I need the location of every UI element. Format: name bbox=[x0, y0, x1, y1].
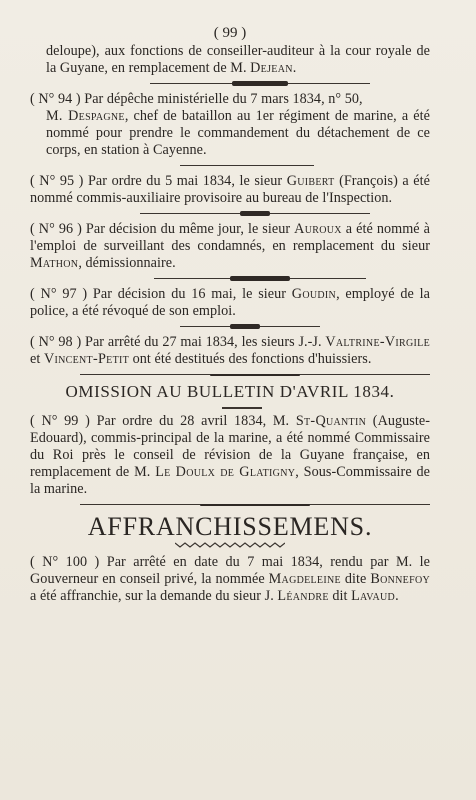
ornamental-separator bbox=[30, 78, 430, 89]
section-heading-affranchissemens: AFFRANCHISSEMENS. bbox=[87, 512, 373, 541]
entry-94: ( N° 94 ) Par dépêche ministérielle du 7 mars 1834, n° 50, M. Despagne, chef de bataillon au 1er régiment de marine, a été nommé pour prendre le commandement du détachement de ce corps, en station à Cayenne. bbox=[30, 91, 430, 158]
ornamental-separator bbox=[30, 208, 430, 219]
para-text: deloupe), aux fonctions de conseiller-auditeur à la cour royale de la Guyane, en remplacement de M. bbox=[46, 43, 430, 76]
short-rule bbox=[30, 405, 430, 411]
entry-100: ( N° 100 ) Par arrêté en date du 7 mai 1834, rendu par M. le Gouverneur en conseil privé, la nommée Magdeleine dite Bonnefoy a été affranchie, sur la demande du sieur J. Léandre dit Lavaud. bbox=[30, 554, 431, 604]
person-name: Lavaud bbox=[351, 588, 396, 604]
separator-line bbox=[30, 160, 430, 171]
person-name: Valtrine-Virgile bbox=[325, 334, 430, 350]
entry-number: ( N° 98 ) bbox=[30, 334, 82, 350]
person-name: St-Quantin bbox=[295, 413, 367, 429]
person-name: Vincent-Petit bbox=[43, 351, 130, 367]
entry-number: ( N° 99 ) bbox=[30, 413, 90, 429]
person-name: Goudin bbox=[291, 286, 337, 302]
person-name: Magdeleine bbox=[268, 571, 341, 587]
person-name: Guibert bbox=[286, 173, 335, 189]
zigzag-ornament bbox=[175, 542, 285, 548]
entry-number: ( N° 96 ) bbox=[30, 221, 82, 237]
person-name: Mathon bbox=[30, 255, 79, 271]
person-name: Le Doulx de Glatigny bbox=[155, 464, 296, 480]
page-number: ( 99 ) bbox=[213, 25, 247, 41]
ornamental-separator bbox=[30, 321, 430, 332]
entry-99: ( N° 99 ) Par ordre du 28 avril 1834, M. St-Quantin (Auguste-Edouard), commis-principal de la marine, a été nommé Commissaire du Roi près le conseil de révision de la Guyane française, en remplacement de M. Le Doulx de Glatigny, Sous-Commissaire de la marine. bbox=[30, 413, 430, 497]
entry-number: ( N° 95 ) bbox=[30, 173, 84, 189]
entry-98: ( N° 98 ) Par arrêté du 27 mai 1834, les sieurs J.-J. Valtrine-Virgile et Vincent-Petit ont été destitués des fonctions d'huissiers. bbox=[30, 334, 430, 367]
entry-number: ( N° 97 ) bbox=[30, 286, 88, 302]
person-name: M. Despagne bbox=[46, 108, 125, 124]
person-name: Dejean. bbox=[250, 60, 297, 76]
entry-97: ( N° 97 ) Par décision du 16 mai, le sieur Goudin, employé de la police, a été révoqué de son emploi. bbox=[30, 286, 430, 319]
entry-number: ( N° 100 ) bbox=[30, 554, 100, 570]
person-name: Bonnefoy bbox=[370, 571, 430, 587]
ornamental-separator bbox=[30, 273, 430, 284]
separator-line bbox=[30, 499, 430, 510]
person-name: Auroux bbox=[294, 221, 342, 237]
entry-95: ( N° 95 ) Par ordre du 5 mai 1834, le sieur Guibert (François) a été nommé commis-auxiliaire provisoire au bureau de l'Inspection. bbox=[30, 173, 430, 206]
section-heading-omission: OMISSION AU BULLETIN D'AVRIL 1834. bbox=[65, 382, 395, 401]
person-name: Léandre bbox=[277, 588, 329, 604]
separator-line bbox=[30, 369, 430, 380]
entry-number: ( N° 94 ) bbox=[30, 91, 81, 107]
entry-96: ( N° 96 ) Par décision du même jour, le sieur Auroux a été nommé à l'emploi de surveillant des condamnés, en remplacement du sieur Mathon, démissionnaire. bbox=[30, 221, 431, 271]
paragraph-continuation bbox=[30, 43, 430, 77]
